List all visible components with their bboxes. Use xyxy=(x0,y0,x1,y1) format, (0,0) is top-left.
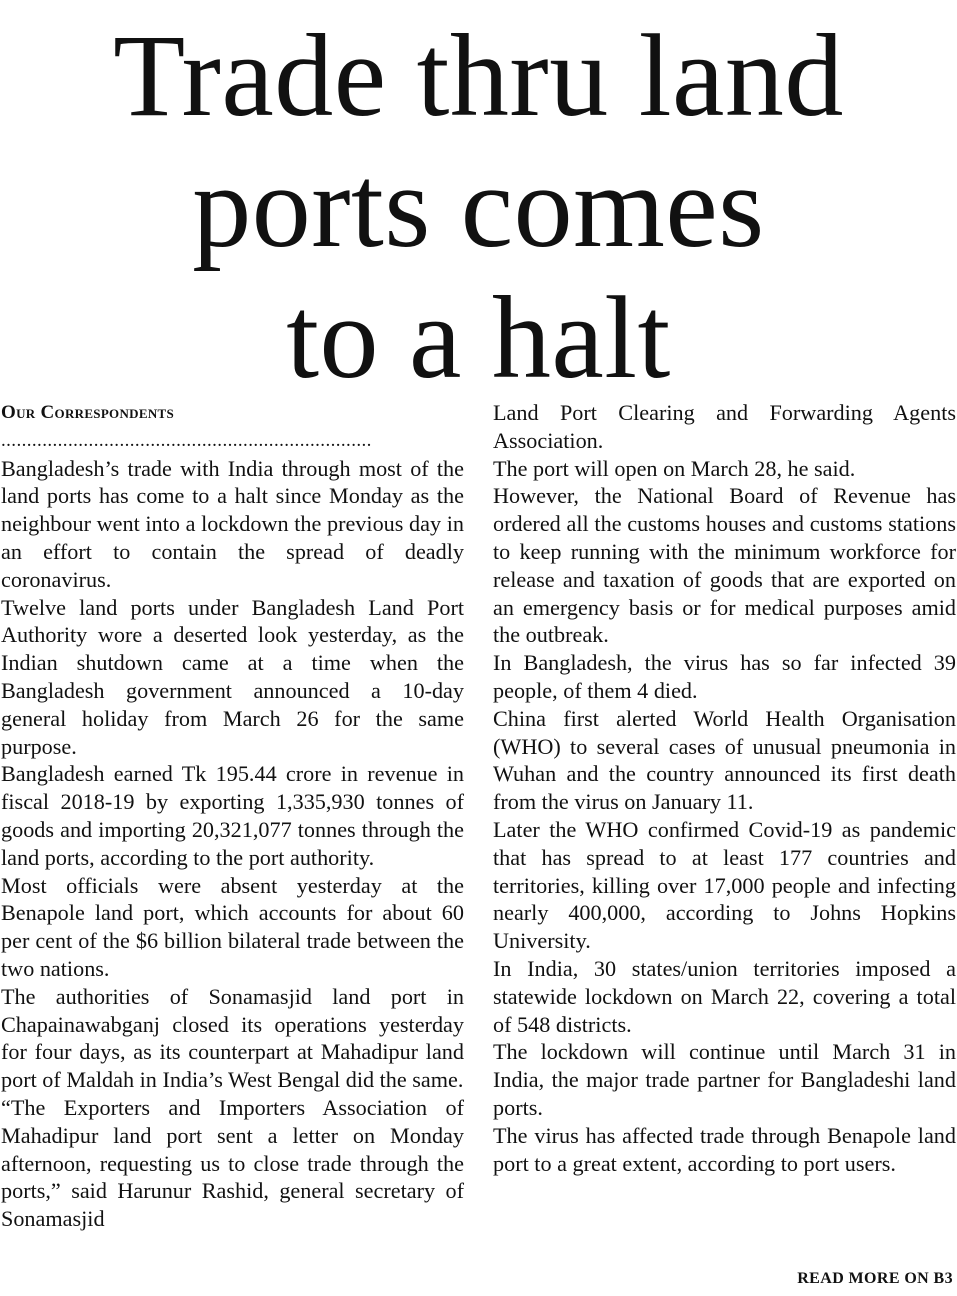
byline: Our Correspondents xyxy=(1,402,175,423)
paragraph: “The Exporters and Importers Association of Mahadipur land port sent a letter on Monday afternoon, requesting us to close trade through the ports,” said Harunur Rashid, general secretary of Sonamasjid xyxy=(1,1094,464,1232)
byline-separator: ........................................................................ xyxy=(1,429,372,451)
paragraph: Bangladesh earned Tk 195.44 crore in revenue in fiscal 2018-19 by exporting 1,335,930 tonnes of goods and importing 20,321,077 tonnes through the land ports, according to the port authority. xyxy=(1,761,464,870)
headline xyxy=(0,10,957,403)
paragraph: The port will open on March 28, he said. xyxy=(493,455,856,481)
headline-line-1: Trade thru land xyxy=(113,10,844,141)
article-column-left xyxy=(1,399,464,1233)
paragraph: However, the National Board of Revenue has ordered all the customs houses and customs stations to keep running with the minimum workforce for release and taxation of goods that are exported on an emergency basis or for medical purposes amid the outbreak. xyxy=(493,483,956,648)
read-more-jump: READ MORE ON B3 xyxy=(797,1270,953,1287)
article-column-right xyxy=(493,399,956,1177)
paragraph: Later the WHO confirmed Covid-19 as pandemic that has spread to at least 177 countries and territories, killing over 17,000 people and infecting nearly 400,000, according to Johns Hopkins University. xyxy=(493,816,956,954)
paragraph: Bangladesh’s trade with India through most of the land ports has come to a halt since Monday as the neighbour went into a lockdown the previous day in an effort to contain the spread of deadly coronavirus. xyxy=(1,455,464,592)
paragraph: The authorities of Sonamasjid land port in Chapainawabganj closed its operations yesterday for four days, as its counterpart at Mahadipur land port of Maldah in India’s West Bengal did the same. xyxy=(1,983,464,1093)
paragraph: Most officials were absent yesterday at the Benapole land port, which accounts for about 60 per cent of the $6 billion bilateral trade between the two nations. xyxy=(1,872,464,981)
headline-line-2: ports comes xyxy=(192,141,765,272)
paragraph: The lockdown will continue until March 31 in India, the major trade partner for Bangladeshi land ports. xyxy=(493,1039,956,1120)
paragraph: Twelve land ports under Bangladesh Land Port Authority wore a deserted look yesterday, as the Indian shutdown came at a time when the Bangladesh government announced a 10-day general holiday from March 26 for the same purpose. xyxy=(1,594,464,759)
paragraph: In India, 30 states/union territories imposed a statewide lockdown on March 22, covering a total of 548 districts. xyxy=(493,955,956,1037)
paragraph: In Bangladesh, the virus has so far infected 39 people, of them 4 died. xyxy=(493,650,956,703)
paragraph: China first alerted World Health Organisation (WHO) to several cases of unusual pneumonia in Wuhan and the country announced its first death from the virus on January 11. xyxy=(493,705,956,815)
headline-line-3: to a halt xyxy=(286,272,671,403)
paragraph: The virus has affected trade through Benapole land port to a great extent, according to port users. xyxy=(493,1122,956,1176)
paragraph: Land Port Clearing and Forwarding Agents Association. xyxy=(493,400,956,453)
